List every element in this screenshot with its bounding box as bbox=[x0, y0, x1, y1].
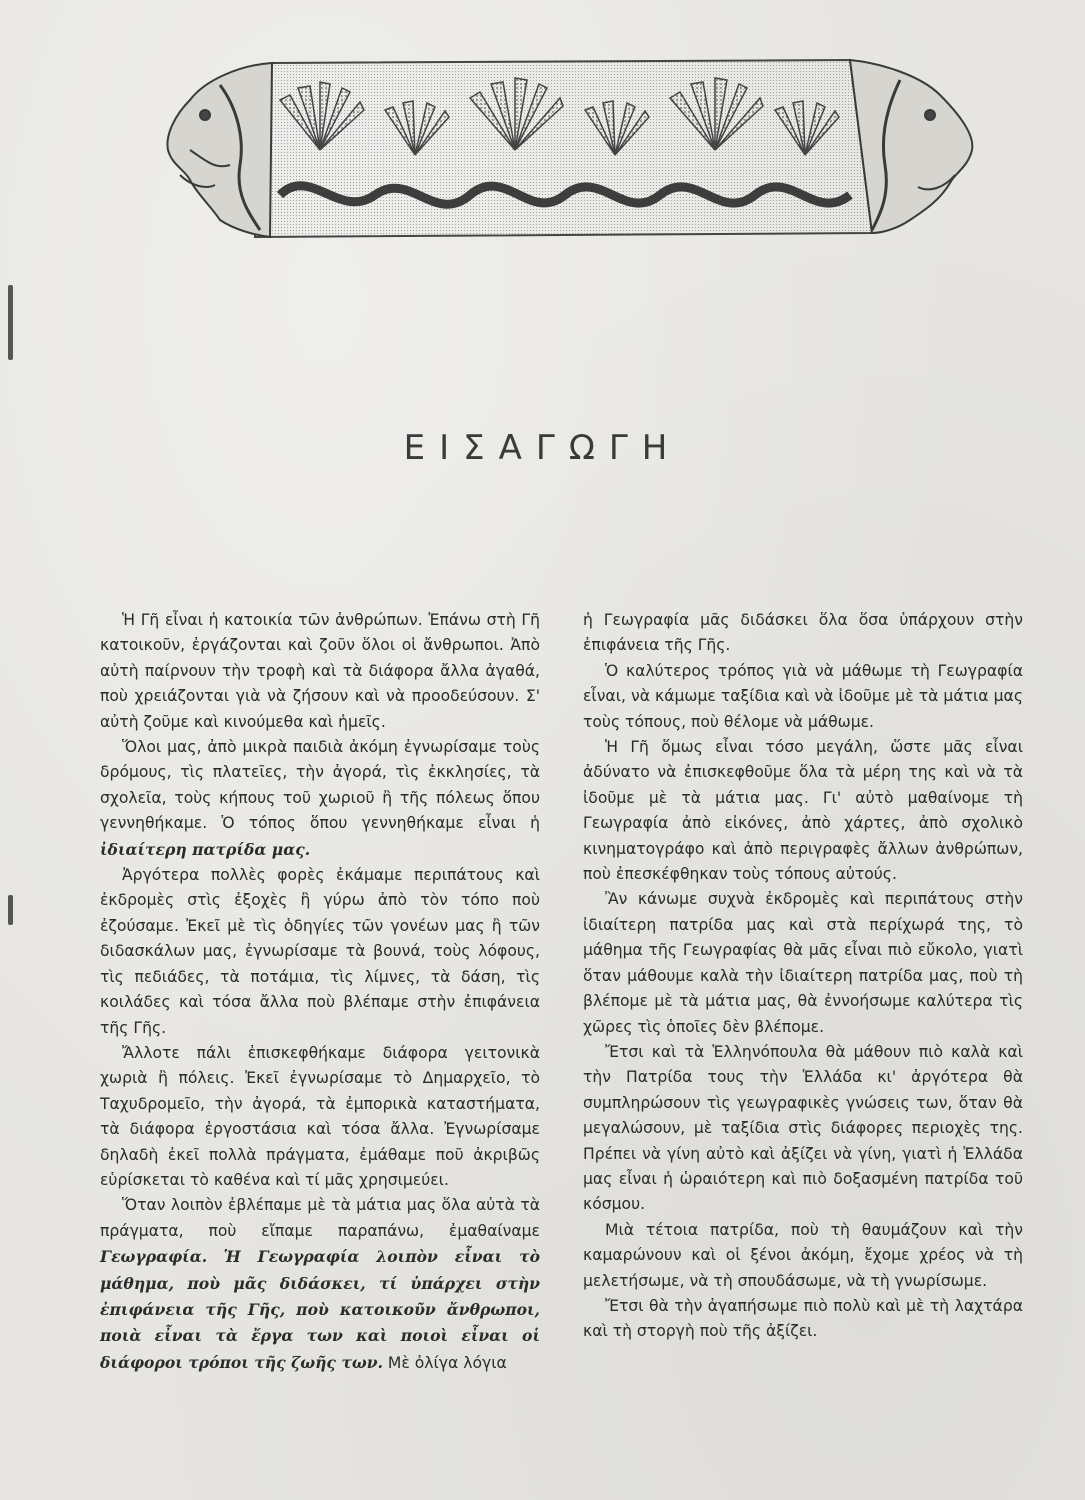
binding-mark bbox=[8, 285, 13, 360]
paragraph: Ἂν κάνωμε συχνὰ ἐκδρομὲς καὶ περιπάτους στὴν ἰδιαίτερη πατρίδα μας καὶ στὰ περίχωρά της, τὸ μάθημα τῆς Γεωγραφίας θὰ μᾶς εἶναι πιὸ εὔκολο, γιατὶ ὅταν μάθουμε καλὰ τὴν ἰδιαίτερη πατρίδα μας, ποὺ τὴ βλέπομε μὲ τὰ μάτια μας, θὰ ἐννοήσωμε καλύτερα τὶς χῶρες τὶς ὁποῖες δὲν βλέπομε. bbox=[583, 890, 1023, 1036]
paragraph-text: Μὲ ὀλίγα λόγια bbox=[387, 1353, 507, 1372]
paragraph: Ἔτσι θὰ τὴν ἀγαπήσωμε πιὸ πολὺ καὶ μὲ τὴ λαχτάρα καὶ τὴ στοργὴ ποὺ τῆς ἀξίζει. bbox=[583, 1296, 1023, 1341]
emphasis-text: ἰδιαίτερη πατρίδα μας. bbox=[100, 839, 311, 859]
paragraph: Ὁ καλύτερος τρόπος γιὰ νὰ μάθωμε τὴ Γεωγραφία εἶναι, νὰ κάμωμε ταξίδια καὶ νὰ ἰδοῦμε μὲ τὰ μάτια μας τοὺς τόπους, ποὺ θέλομε νὰ μάθωμε. bbox=[583, 661, 1023, 731]
paragraph-text: Ὅλοι μας, ἀπὸ μικρὰ παιδιὰ ἀκόμη ἐγνωρίσαμε τοὺς δρόμους, τὶς πλατεῖες, τὴν ἀγορά, τὶς ἐκκλησίες, τὰ σχολεῖα, τοὺς κήπους τοῦ χωριοῦ ἢ τῆς πόλεως ὅπου γεννηθήκαμε. Ὁ τόπος ὅπου γεννηθήκαμε εἶναι ἡ bbox=[100, 738, 540, 833]
emphasis-text: Ἡ Γεωγραφία λοιπὸν εἶναι τὸ μάθημα, ποὺ μᾶς διδάσκει, τί ὑπάρχει στὴν ἐπιφάνεια τῆς Γῆς, ποὺ κατοικοῦν ἄνθρωποι, ποιὰ εἶναι τὰ ἔργα των καὶ ποιοὶ εἶναι οἱ διάφοροι τρόποι τῆς ζωῆς των. bbox=[100, 1247, 540, 1372]
lion-head-left bbox=[167, 63, 272, 237]
lion-head-right bbox=[850, 60, 972, 233]
frieze-band bbox=[255, 60, 872, 237]
left-column bbox=[100, 608, 540, 1376]
binding-mark bbox=[8, 895, 13, 925]
paragraph: Ἡ Γῆ εἶναι ἡ κατοικία τῶν ἀνθρώπων. Ἐπάνω στὴ Γῆ κατοικοῦν, ἐργάζονται καὶ ζοῦν ὅλοι οἱ ἄνθρωποι. Ἀπὸ αὐτὴ παίρνουν τὴν τροφὴ καὶ τὰ διάφορα ἄλλα ἀγαθά, ποὺ χρειάζονται γιὰ νὰ ζήσουν καὶ νὰ προοδεύσουν. Σ' αὐτὴ ζοῦμε καὶ κινούμεθα καὶ ἡμεῖς. bbox=[100, 611, 540, 731]
emphasis-text: Γεωγραφία. bbox=[100, 1247, 208, 1267]
right-column bbox=[583, 608, 1023, 1345]
paragraph bbox=[100, 1193, 540, 1376]
paragraph: Μιὰ τέτοια πατρίδα, ποὺ τὴ θαυμάζουν καὶ τὴν καμαρώνουν καὶ οἱ ξένοι ἀκόμη, ἔχομε χρέος νὰ τὴ μελετήσωμε, νὰ τὴ σπουδάσωμε, νὰ τὴ γνωρίσωμε. bbox=[583, 1220, 1023, 1290]
paragraph: Ἡ Γῆ ὅμως εἶναι τόσο μεγάλη, ὥστε μᾶς εἶναι ἀδύνατο νὰ ἐπισκεφθοῦμε ὅλα τὰ μέρη της καὶ νὰ τὰ ἰδοῦμε μὲ τὰ μάτια μας. Γι' αὐτὸ μαθαίνομε τὴ Γεωγραφία ἀπὸ εἰκόνες, ἀπὸ χάρτες, ἀπὸ σχολικὸ κινηματογράφο καὶ ἀπὸ περιγραφὲς ἄλλων ἀνθρώπων, ποὺ ἐπεσκέφθηκαν τοὺς τόπους αὐτούς. bbox=[583, 738, 1023, 884]
paragraph: Ἀργότερα πολλὲς φορὲς ἐκάμαμε περιπάτους καὶ ἐκδρομὲς στὶς ἐξοχὲς ἢ γύρω ἀπὸ τὸν τόπο ποὺ ἐζούσαμε. Ἐκεῖ μὲ τὶς ὁδηγίες τῶν γονέων μας ἢ τῶν διδασκάλων μας, ἐγνωρίσαμε τὰ βουνά, τοὺς λόφους, τὶς πεδιάδες, τὰ ποτάμια, τὶς λίμνες, τὰ δάση, τὶς κοιλάδες καὶ τόσα ἄλλα ποὺ βλέπαμε στὴν ἐπιφάνεια τῆς Γῆς. bbox=[100, 866, 540, 1037]
page-title: ΕΙΣΑΓΩΓΗ bbox=[403, 428, 682, 468]
header-ornament bbox=[160, 55, 985, 240]
paragraph-text: Ὅταν λοιπὸν ἐβλέπαμε μὲ τὰ μάτια μας ὅλα αὐτὰ τὰ πράγματα, ποὺ εἴπαμε παραπάνω, ἐμαθαίναμε bbox=[100, 1196, 540, 1240]
paragraph: ἡ Γεωγραφία μᾶς διδάσκει ὅλα ὅσα ὑπάρχουν στὴν ἐπιφάνεια τῆς Γῆς. bbox=[583, 611, 1023, 655]
paragraph bbox=[100, 735, 540, 863]
paragraph: Ἄλλοτε πάλι ἐπισκεφθήκαμε διάφορα γειτονικὰ χωριὰ ἢ πόλεις. Ἐκεῖ ἐγνωρίσαμε τὸ Δημαρχεῖο, τὸ Ταχυδρομεῖο, τὴν ἀγορά, τὰ ἐμπορικὰ καταστήματα, τὰ διάφορα ἐργοστάσια καὶ τόσα ἄλλα. Ἐγνωρίσαμε δηλαδὴ ἐκεῖ πολλὰ πράγματα, ἐμάθαμε ποῦ ἀκριβῶς εὑρίσκεται τὸ καθένα καὶ τί μᾶς χρησιμεύει. bbox=[100, 1043, 540, 1189]
paragraph: Ἔτσι καὶ τὰ Ἑλληνόπουλα θὰ μάθουν πιὸ καλὰ καὶ τὴν Πατρίδα τους τὴν Ἑλλάδα κι' ἀργότερα θὰ συμπληρώσουν τὶς γεωγραφικὲς γνώσεις των, ὅταν θὰ μεγαλώσουν, μὲ ταξίδια στὶς διάφορες περιοχὲς της. Πρέπει νὰ γίνη αὐτὸ καὶ ἀξίζει νὰ γίνη, γιατὶ ἡ Ἑλλάδα μας εἶναι ἡ ὡραιότερη καὶ πιὸ δοξασμένη πατρίδα τοῦ κόσμου. bbox=[583, 1042, 1023, 1214]
